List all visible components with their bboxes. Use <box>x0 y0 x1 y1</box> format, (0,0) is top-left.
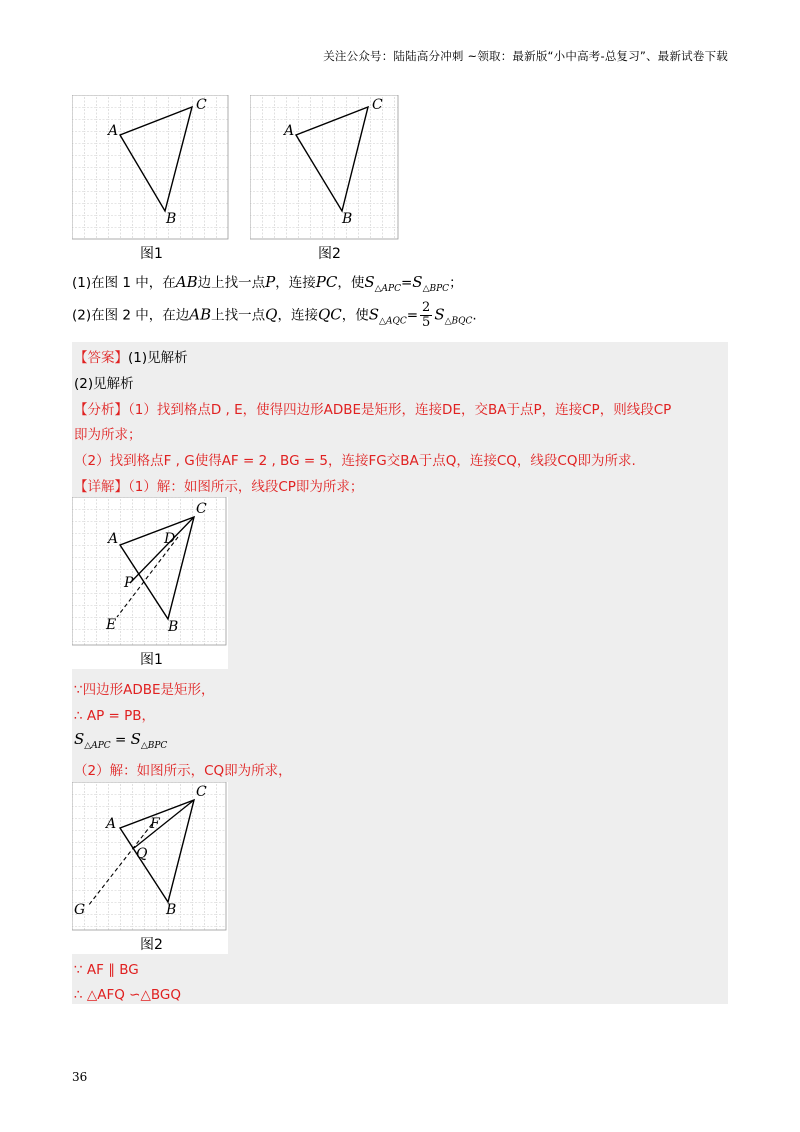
question-1: (1)在图 1 中，在AB边上找一点P，连接PC，使$S_{\triangle APC}=S_{\triangle BPC}$； <box>72 273 463 294</box>
label-b: B <box>166 211 177 227</box>
page-header: 关注公众号：陆陆高分冲刺 ~领取：最新版“小中高考-总复习”、最新试卷下载 <box>323 49 728 63</box>
figure-1-caption: 图1 <box>140 246 163 262</box>
solution-figure-2-caption: 图2 <box>140 937 163 953</box>
detail-line-5: （2）解：如图所示，CQ即为所求， <box>74 763 292 779</box>
label-q: Q <box>136 846 148 862</box>
figure-2-caption: 图2 <box>318 246 341 262</box>
detail-line-4: $S_{\triangle APC} = S_{\triangle BPC}$ <box>74 730 168 751</box>
figure-1-top <box>72 95 232 240</box>
label-g: G <box>74 902 86 918</box>
label-a: A <box>108 123 119 139</box>
figure-2-top <box>250 95 410 240</box>
solution-grid-2 <box>72 782 228 932</box>
label-b: B <box>168 619 179 635</box>
solution-figure-1 <box>72 497 228 669</box>
question-2: (2)在图 2 中，在边AB上找一点Q，连接QC，使$S_{\triangle AQC}=$ $\frac{2}{5}$ $S_{\triangle BQC}$. <box>72 300 477 330</box>
answer-line-2: (2)见解析 <box>74 376 134 392</box>
analysis-line-3: （2）找到格点F , G使得AF = 2 , BG = 5，连接FG交BA于点Q，连接CQ，线段CQ即为所求. <box>74 453 636 469</box>
answer-line-1: 【答案】(1)见解析 <box>74 350 188 366</box>
label-a: A <box>106 816 117 832</box>
label-d: D <box>164 531 176 547</box>
detail-line-2: ∵四边形ADBE是矩形， <box>74 682 215 698</box>
analysis-line-2: 即为所求； <box>74 427 142 443</box>
grid-figure-2 <box>250 95 410 240</box>
label-c: C <box>372 97 383 113</box>
label-c: C <box>196 784 207 800</box>
fraction-2-5: $\frac{2}{5}$ <box>422 300 431 330</box>
label-c: C <box>196 97 207 113</box>
solution-figure-2 <box>72 782 228 954</box>
label-e: E <box>106 617 117 633</box>
detail-line-6: ∵ AF ∥ BG <box>74 962 139 978</box>
label-a: A <box>284 123 295 139</box>
label-p: P <box>124 575 134 591</box>
label-a: A <box>108 531 119 547</box>
solution-grid-1 <box>72 497 228 647</box>
label-b: B <box>166 902 177 918</box>
solution-figure-1-caption: 图1 <box>140 652 163 668</box>
label-b: B <box>342 211 353 227</box>
label-f: F <box>150 816 160 832</box>
detail-line-1: 【详解】（1）解：如图所示，线段CP即为所求； <box>74 479 364 495</box>
detail-line-3: ∴ AP = PB， <box>74 708 156 724</box>
page-number: 36 <box>72 1070 88 1084</box>
grid-figure-1 <box>72 95 232 240</box>
label-c: C <box>196 501 207 517</box>
detail-line-7: ∴ △AFQ ∽△BGQ <box>74 987 181 1003</box>
analysis-line-1: 【分析】（1）找到格点D , E，使得四边形ADBE是矩形，连接DE，交BA于点P，连接CP，则线段CP <box>74 402 672 418</box>
